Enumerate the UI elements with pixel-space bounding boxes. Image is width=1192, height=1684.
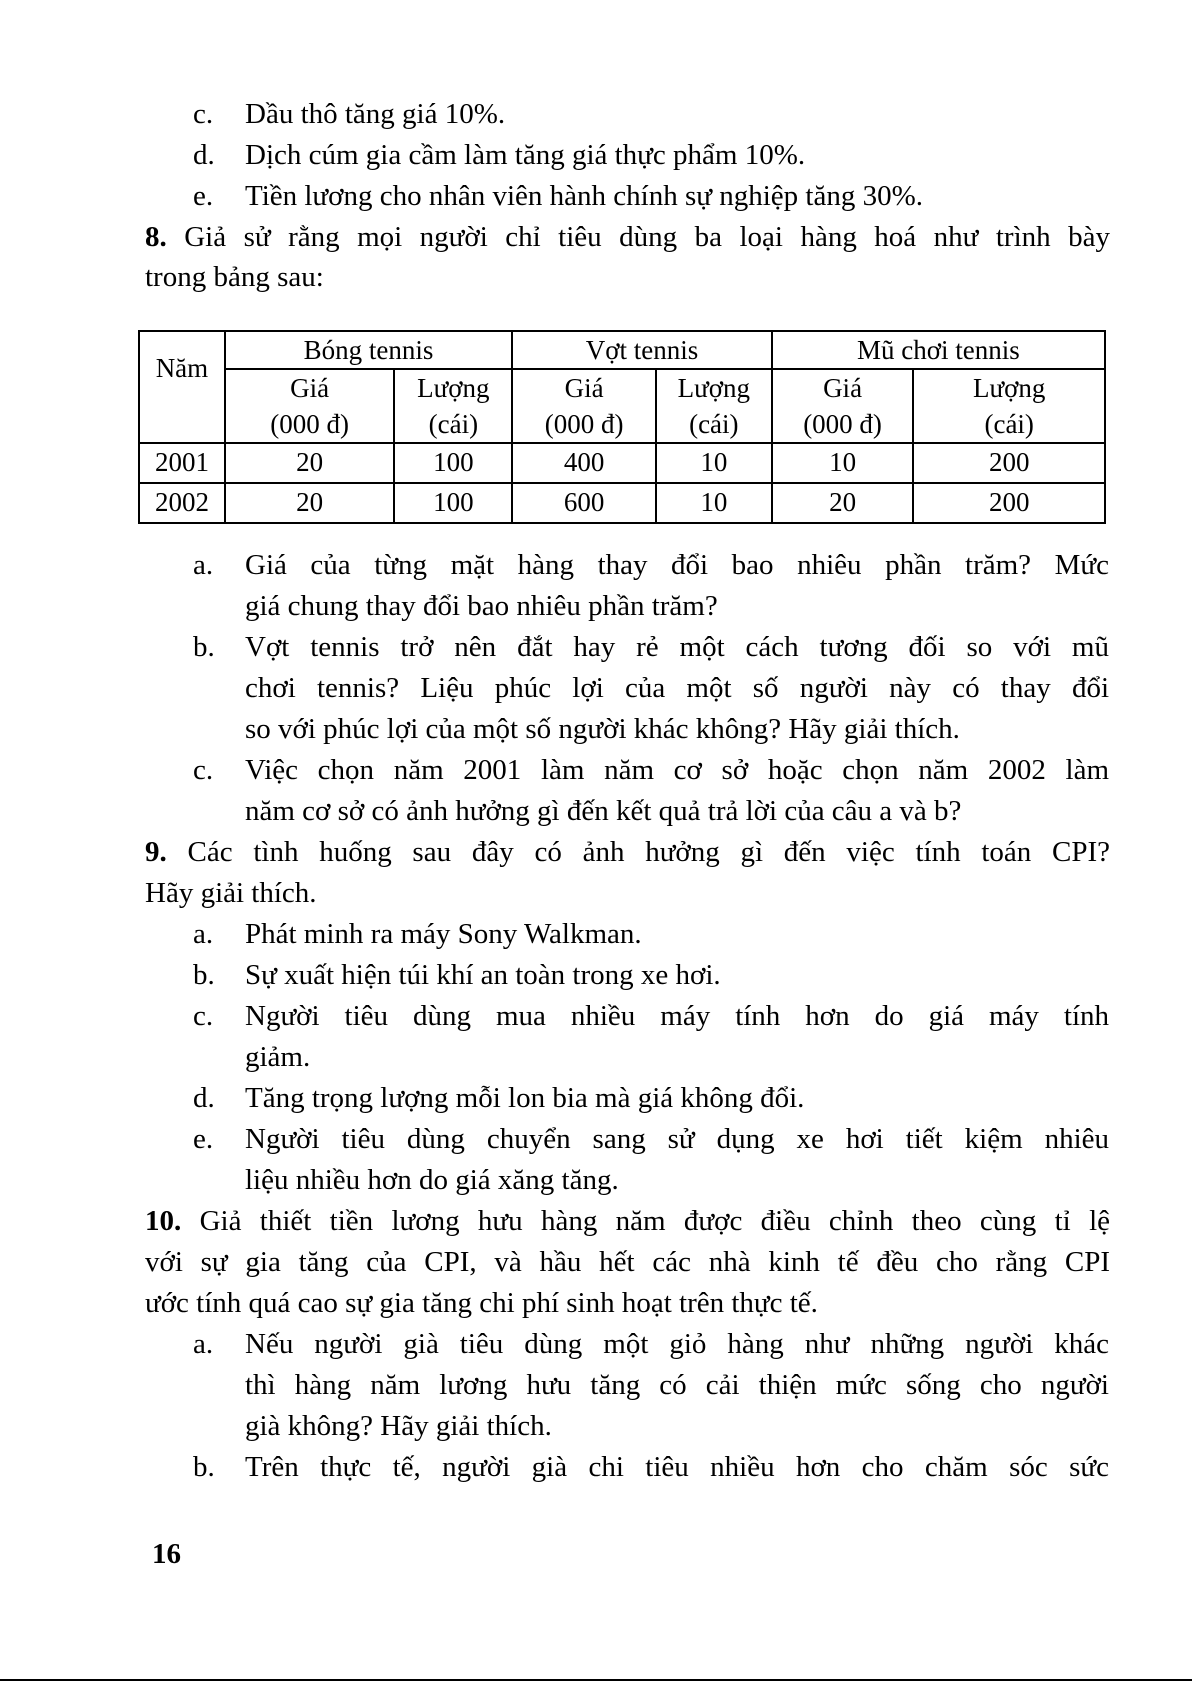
item-line: Nếu người già tiêu dùng một giỏ hàng như những người khác: [245, 1328, 1109, 1360]
table-cell: 10: [656, 443, 772, 483]
item-line: Trên thực tế, người già chi tiêu nhiều hơn cho chăm sóc sức: [245, 1451, 1109, 1483]
year-cell: 2002: [139, 483, 225, 523]
item-line: chơi tennis? Liệu phúc lợi của một số người này có thay đổi: [245, 672, 1109, 704]
table-cell: 20: [225, 483, 395, 523]
qty-header: Lượng: [656, 369, 772, 406]
item-line: Người tiêu dùng mua nhiều máy tính hơn do giá máy tính: [245, 1000, 1109, 1032]
question-text: Giả thiết tiền lương hưu hàng năm được điều chỉnh theo cùng tỉ lệ: [199, 1205, 1110, 1237]
item-line: Tăng trọng lượng mỗi lon bia mà giá không đổi.: [245, 1082, 805, 1114]
item-label: c.: [193, 1000, 214, 1032]
question-number: 8.: [145, 221, 167, 253]
item-line: Vợt tennis trở nên đắt hay rẻ một cách tương đối so với mũ: [245, 631, 1109, 663]
item-label: b.: [193, 631, 215, 663]
table-cell: 10: [772, 443, 914, 483]
question-text: Các tình huống sau đây có ảnh hưởng gì đến việc tính toán CPI?: [187, 836, 1110, 868]
item-line: Sự xuất hiện túi khí an toàn trong xe hơi.: [245, 959, 721, 991]
qty-unit: (cái): [913, 406, 1105, 443]
table-cell: 100: [394, 483, 512, 523]
question-intro-line: [145, 833, 1110, 871]
qty-unit: (cái): [656, 406, 772, 443]
item-line: so với phúc lợi của một số người khác không? Hãy giải thích.: [245, 713, 960, 745]
table-cell: 600: [512, 483, 656, 523]
qty-header: Lượng: [394, 369, 512, 406]
item-line: Việc chọn năm 2001 làm năm cơ sở hoặc chọn năm 2002 làm: [245, 754, 1109, 786]
qty-unit: (cái): [394, 406, 512, 443]
item-text: Dầu thô tăng giá 10%.: [245, 98, 506, 130]
bottom-rule: [0, 1679, 1192, 1681]
question-intro-line: [145, 1202, 1110, 1240]
question-intro-line: trong bảng sau:: [145, 261, 324, 293]
price-header: Giá: [225, 369, 395, 406]
item-label: d.: [193, 139, 215, 171]
item-text: Dịch cúm gia cầm làm tăng giá thực phẩm 10%.: [245, 139, 806, 171]
item-line: năm cơ sở có ảnh hưởng gì đến kết quả trả lời của câu a và b?: [245, 795, 962, 827]
group-header: Bóng tennis: [225, 331, 512, 369]
item-label: e.: [193, 1123, 214, 1155]
item-line: giá chung thay đổi bao nhiêu phần trăm?: [245, 590, 718, 622]
group-header: Mũ chơi tennis: [772, 331, 1105, 369]
price-unit: (000 đ): [772, 406, 914, 443]
item-line: Người tiêu dùng chuyển sang sử dụng xe hơi tiết kiệm nhiêu: [245, 1123, 1109, 1155]
price-header: Giá: [512, 369, 656, 406]
table-unit-row: [139, 406, 1105, 443]
table-cell: 200: [913, 443, 1105, 483]
table-row: [139, 443, 1105, 483]
table-row: [139, 483, 1105, 523]
item-line: Phát minh ra máy Sony Walkman.: [245, 918, 642, 950]
item-label: a.: [193, 549, 214, 581]
price-quantity-table: [138, 330, 1106, 524]
item-label: d.: [193, 1082, 215, 1114]
page-number: 16: [152, 1538, 181, 1570]
item-label: b.: [193, 1451, 215, 1483]
item-line: thì hàng năm lương hưu tăng có cải thiện mức sống cho người: [245, 1369, 1109, 1401]
table-cell: 100: [394, 443, 512, 483]
table-cell: 200: [913, 483, 1105, 523]
question-intro-line: với sự gia tăng của CPI, và hầu hết các nhà kinh tế đều cho rằng CPI: [145, 1246, 1110, 1278]
question-intro-line: ước tính quá cao sự gia tăng chi phí sinh hoạt trên thực tế.: [145, 1287, 818, 1319]
group-header: Vợt tennis: [512, 331, 771, 369]
item-label: a.: [193, 918, 214, 950]
item-label: a.: [193, 1328, 214, 1360]
item-label: b.: [193, 959, 215, 991]
year-header: Năm: [139, 331, 225, 443]
table-cell: 10: [656, 483, 772, 523]
item-label: c.: [193, 98, 214, 130]
item-line: Giá của từng mặt hàng thay đổi bao nhiêu phần trăm? Mức: [245, 549, 1109, 581]
table-cell: 20: [225, 443, 395, 483]
question-text: Giả sử rằng mọi người chỉ tiêu dùng ba loại hàng hoá như trình bày: [184, 221, 1110, 253]
item-line: già không? Hãy giải thích.: [245, 1410, 552, 1442]
price-unit: (000 đ): [512, 406, 656, 443]
item-text: Tiền lương cho nhân viên hành chính sự nghiệp tăng 30%.: [245, 180, 923, 212]
price-header: Giá: [772, 369, 914, 406]
question-number: 10.: [145, 1205, 182, 1237]
item-label: c.: [193, 754, 214, 786]
item-line: giảm.: [245, 1041, 311, 1073]
table-subheader-row: [139, 369, 1105, 406]
year-cell: 2001: [139, 443, 225, 483]
qty-header: Lượng: [913, 369, 1105, 406]
item-line: liệu nhiều hơn do giá xăng tăng.: [245, 1164, 619, 1196]
item-label: e.: [193, 180, 214, 212]
table-header-row: [139, 331, 1105, 369]
table-cell: 400: [512, 443, 656, 483]
table-cell: 20: [772, 483, 914, 523]
question-number: 9.: [145, 836, 167, 868]
question-intro-line: [145, 218, 1110, 256]
question-intro-line: Hãy giải thích.: [145, 877, 317, 909]
price-unit: (000 đ): [225, 406, 395, 443]
